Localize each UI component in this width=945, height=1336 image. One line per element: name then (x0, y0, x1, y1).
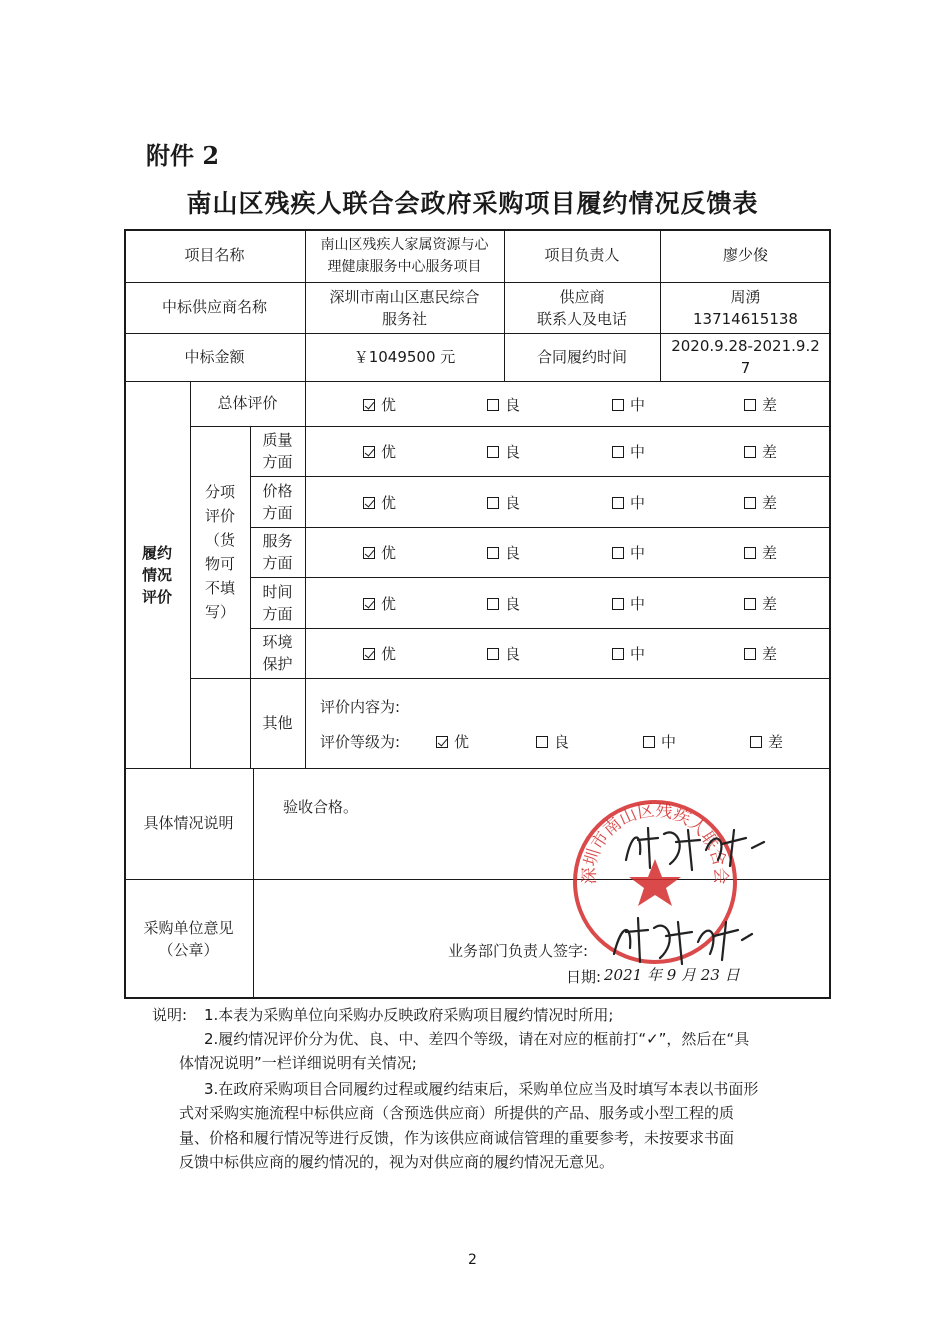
overall-evaluation-label: 总体评价 (217, 394, 278, 412)
grade-option[interactable] (363, 492, 396, 513)
supplier-line: 服务社 (381, 309, 427, 328)
row-divider (250, 577, 831, 578)
checked-box-icon[interactable] (363, 547, 375, 559)
item-label-line: 环境 (262, 633, 293, 651)
item-label-line: 方面 (262, 604, 293, 623)
period-line: 2020.9.28-2021.9.2 (671, 337, 820, 355)
page-number: 2 (468, 1252, 477, 1268)
checkbox-icon[interactable] (744, 399, 756, 411)
checkbox-icon[interactable] (487, 598, 499, 610)
other-grade-label: 评价等级为: (320, 733, 401, 751)
grade-label: 中 (630, 595, 646, 613)
grade-label: 良 (505, 544, 521, 562)
grade-label: 差 (762, 396, 778, 414)
grade-option[interactable] (487, 492, 520, 513)
grade-label: 良 (505, 595, 521, 613)
grade-option[interactable] (744, 394, 777, 415)
grade-option[interactable] (363, 593, 396, 614)
grade-label: 优 (381, 396, 397, 414)
row-divider (250, 476, 831, 477)
amount-label: 中标金额 (184, 347, 245, 366)
grade-label: 优 (381, 544, 397, 562)
grade-label: 优 (381, 595, 397, 613)
item-label-line: 方面 (262, 453, 293, 471)
grade-label: 差 (762, 544, 778, 562)
grade-option[interactable] (363, 542, 396, 563)
note-line: 式对采购实施流程中标供应商（含预选供应商）所提供的产品、服务或小型工程的质 (179, 1104, 735, 1122)
item-label (250, 628, 305, 678)
item-label-line: 价格 (262, 481, 293, 500)
grade-option[interactable] (487, 441, 520, 462)
grade-option[interactable] (363, 394, 396, 415)
checkbox-icon[interactable] (487, 648, 499, 660)
row-divider (250, 628, 831, 629)
supplier-label: 中标供应商名称 (161, 298, 267, 316)
grade-label: 良 (554, 733, 570, 751)
project-name-line: 理健康服务中心服务项目 (327, 258, 482, 275)
evaluation-section-label (124, 381, 190, 768)
grade-option[interactable] (612, 542, 645, 563)
date-value: 2021 年 9 月 23 日 (604, 966, 740, 984)
grade-label: 中 (630, 443, 646, 461)
period-line: 7 (740, 359, 751, 377)
grade-option[interactable] (612, 492, 645, 513)
grade-label: 良 (505, 396, 521, 414)
checked-box-icon[interactable] (436, 736, 448, 748)
checkbox-icon[interactable] (643, 736, 655, 748)
checkbox-icon[interactable] (536, 736, 548, 748)
grade-label: 差 (762, 645, 778, 663)
grade-option[interactable] (487, 542, 520, 563)
grade-option[interactable] (487, 643, 520, 664)
checked-box-icon[interactable] (363, 648, 375, 660)
grade-label: 中 (630, 494, 646, 512)
checkbox-icon[interactable] (744, 648, 756, 660)
details-label: 具体情况说明 (143, 814, 234, 832)
note-line: 量、价格和履行情况等进行反馈，作为该供应商诚信管理的重要参考，未按要求书面 (179, 1129, 735, 1147)
row-divider (250, 527, 831, 528)
sub-evaluation-label (190, 426, 250, 678)
sub-label-line: 分项 (204, 483, 235, 501)
grade-label: 中 (661, 733, 677, 751)
grade-option[interactable] (744, 441, 777, 462)
section-label-line: 评价 (141, 587, 172, 606)
grade-label: 中 (630, 645, 646, 663)
opinion-label (124, 879, 253, 999)
grade-option[interactable] (744, 593, 777, 614)
sub-label-line: 物可 (204, 555, 235, 573)
seal-text: 深圳市南山区残疾人联合会 (579, 800, 731, 885)
col-divider (305, 678, 306, 768)
attachment-label: 附件 2 (146, 141, 220, 170)
grade-label: 良 (505, 494, 521, 512)
note-line: 反馈中标供应商的履约情况的，视为对供应商的履约情况无意见。 (179, 1153, 615, 1171)
checked-box-icon[interactable] (363, 598, 375, 610)
grade-option[interactable] (536, 731, 569, 752)
other-label: 其他 (262, 713, 293, 732)
grade-label: 优 (454, 733, 470, 751)
section-label-line: 情况 (141, 565, 172, 584)
col-divider (253, 768, 254, 999)
checkbox-icon[interactable] (612, 547, 624, 559)
checkbox-icon[interactable] (612, 648, 624, 660)
contact-label (504, 282, 660, 333)
checked-box-icon[interactable] (363, 399, 375, 411)
checkbox-icon[interactable] (612, 497, 624, 509)
grade-option[interactable] (744, 643, 777, 664)
note-line: 2.履约情况评价分为优、良、中、差四个等级，请在对应的框前打“✓”，然后在“具 (204, 1030, 750, 1048)
contact-label-line: 联系人及电话 (536, 309, 627, 328)
item-label-line: 方面 (262, 554, 293, 572)
item-label (250, 527, 305, 577)
sub-label-line: 不填 (204, 579, 235, 597)
signer-label: 业务部门负责人签字: (448, 942, 589, 960)
contact-name: 周湧 (730, 287, 761, 306)
supplier-line: 深圳市南山区惠民综合 (329, 287, 480, 306)
sub-label-line: 写） (204, 603, 235, 621)
checkbox-icon[interactable] (487, 446, 499, 458)
date-label: 日期: (566, 968, 602, 986)
grade-option[interactable] (643, 731, 676, 752)
form-title: 南山区残疾人联合会政府采购项目履约情况反馈表 (186, 189, 759, 218)
handwritten-signature-icon (604, 910, 754, 970)
col-divider (305, 426, 306, 678)
checkbox-icon[interactable] (487, 497, 499, 509)
col-divider (305, 381, 306, 426)
sub-label-line: （货 (204, 531, 235, 549)
checked-box-icon[interactable] (363, 446, 375, 458)
grade-option[interactable] (363, 643, 396, 664)
period-value (660, 333, 831, 381)
grade-label: 优 (381, 645, 397, 663)
project-name-value (305, 229, 504, 282)
note-line: 1.本表为采购单位向采购办反映政府采购项目履约情况时所用; (204, 1006, 614, 1024)
checkbox-icon[interactable] (487, 399, 499, 411)
note-line: 体情况说明”一栏详细说明有关情况; (179, 1054, 417, 1072)
details-value: 验收合格。 (283, 798, 359, 816)
note-line: 3.在政府采购项目合同履约过程或履约结束后，采购单位应当及时填写本表以书面形 (204, 1080, 759, 1098)
opinion-label-line: 采购单位意见 (143, 919, 234, 937)
contact-phone: 13714615138 (693, 309, 798, 328)
grade-option[interactable] (487, 394, 520, 415)
checkbox-icon[interactable] (612, 446, 624, 458)
item-label-line: 服务 (262, 532, 293, 550)
checkbox-icon[interactable] (744, 547, 756, 559)
item-label-line: 时间 (262, 582, 293, 601)
project-name-line: 南山区残疾人家属资源与心 (320, 236, 489, 253)
section-label-line: 履约 (141, 543, 172, 562)
project-leader-label: 项目负责人 (544, 246, 620, 264)
checked-box-icon[interactable] (363, 497, 375, 509)
item-label-line: 方面 (262, 503, 293, 522)
grade-option[interactable] (612, 643, 645, 664)
item-label (250, 476, 305, 527)
grade-label: 优 (381, 494, 397, 512)
project-name-label: 项目名称 (184, 246, 245, 264)
period-label: 合同履约时间 (536, 347, 627, 366)
grade-option[interactable] (750, 731, 783, 752)
grade-label: 优 (381, 443, 397, 461)
amount-value: ￥1049500 元 (353, 347, 456, 366)
grade-label: 差 (762, 443, 778, 461)
item-label (250, 577, 305, 628)
grade-option[interactable] (612, 593, 645, 614)
checkbox-icon[interactable] (612, 598, 624, 610)
grade-option[interactable] (744, 542, 777, 563)
checkbox-icon[interactable] (744, 497, 756, 509)
grade-option[interactable] (744, 492, 777, 513)
grade-label: 良 (505, 443, 521, 461)
checkbox-icon[interactable] (612, 399, 624, 411)
grade-option[interactable] (612, 394, 645, 415)
contact-label-line: 供应商 (559, 287, 605, 306)
grade-option[interactable] (363, 441, 396, 462)
grade-label: 差 (762, 595, 778, 613)
project-leader-value: 廖少俊 (722, 246, 768, 264)
grade-label: 良 (505, 645, 521, 663)
grade-label: 差 (768, 733, 784, 751)
checkbox-icon[interactable] (744, 446, 756, 458)
grade-option[interactable] (612, 441, 645, 462)
grade-option[interactable] (487, 593, 520, 614)
item-label (250, 426, 305, 476)
other-content-label: 评价内容为: (320, 698, 401, 716)
notes-prefix: 说明: (152, 1006, 188, 1024)
checkbox-icon[interactable] (744, 598, 756, 610)
grade-option[interactable] (436, 731, 469, 752)
grade-label: 差 (762, 494, 778, 512)
grade-label: 中 (630, 396, 646, 414)
supplier-value (305, 282, 504, 333)
sub-label-line: 评价 (204, 507, 235, 525)
checkbox-icon[interactable] (487, 547, 499, 559)
item-label-line: 保护 (262, 655, 293, 673)
item-label-line: 质量 (262, 431, 293, 449)
checkbox-icon[interactable] (750, 736, 762, 748)
signature-mark-icon (618, 820, 768, 880)
opinion-label-line: （公章） (158, 941, 219, 959)
contact-value (660, 282, 831, 333)
grade-label: 中 (630, 544, 646, 562)
